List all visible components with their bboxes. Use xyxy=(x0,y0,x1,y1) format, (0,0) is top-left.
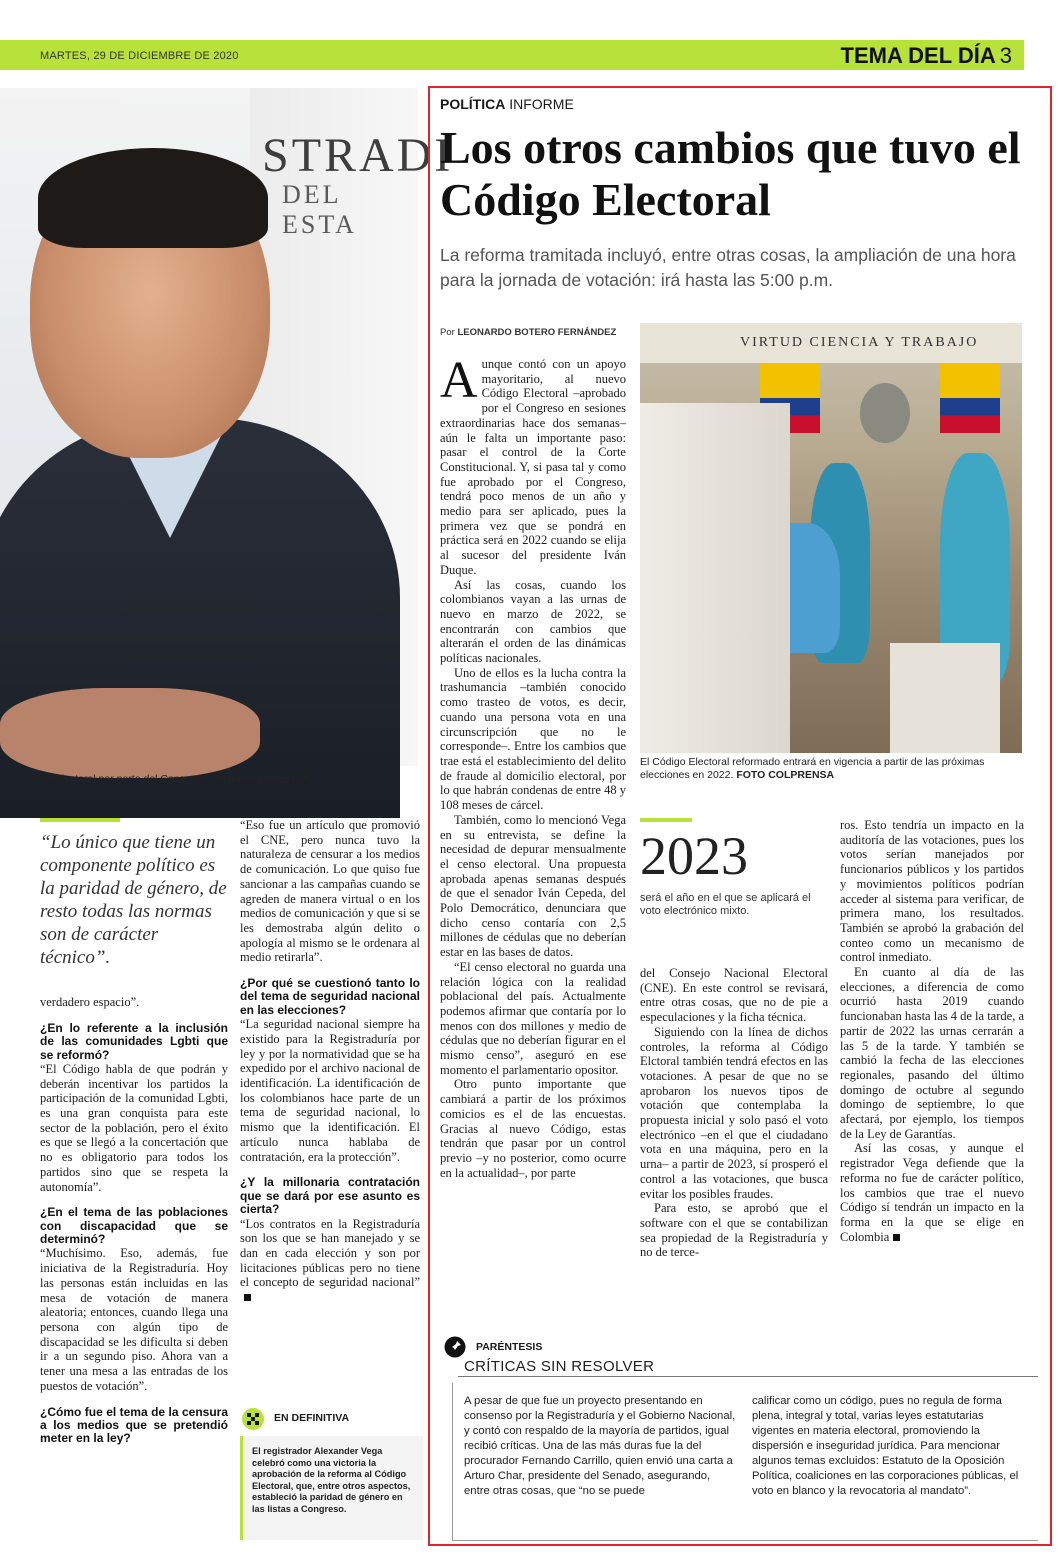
interview-question: ¿En el tema de las poblaciones con discapacidad que se determinó? xyxy=(40,1205,228,1247)
paragraph: del Consejo Nacional Electoral (CNE). En este control se revisará, entre otras cosas, que no de pie a especulaciones y la ficha técnica. xyxy=(640,966,828,1025)
caption-text: El Código Electoral reformado entrará en vigencia a partir de las próximas elecciones en 2022. xyxy=(640,756,985,781)
article-kicker xyxy=(440,96,574,112)
byline-prefix: Por xyxy=(440,327,455,338)
caption-credit: FOTO COLPRENSA xyxy=(736,769,835,781)
interview-answer: “Muchísimo. Eso, además, fue iniciativa de la Registraduría. Hoy las personas están incluidas en las mesa de votación de manera aleatoria; entonces, cuando llega una persona con algún tipo de discapacidad se les dificulta si deben ir a un segundo piso. Ahora van a tener una mesa a las entradas de los puestos de votación”. xyxy=(40,1246,228,1393)
paragraph: Uno de ellos es la lucha contra la trashumancia –también conocido como trasteo de votos, es decir, cuando una persona vota en una circunscripción que no le corresponde–. Entre los cambios que trae está el establecimiento del delito de fraude al domicilio electoral, por lo que habrán condenas de entre 48 y 108 meses de cárcel. xyxy=(440,665,626,813)
kicker-type: INFORME xyxy=(509,96,574,112)
paragraph: Siguiendo con la línea de dichos controles, la reforma al Código Elctoral también tendrá efectos en las votaciones. A pesar de que no se aprobaron los nuevos tipos de votación que contemplaba la propuesta inicial y solo pasó el voto electrónico –en el que el ciudadano vota en una máquina, pero en la urna– a partir de 2023, sí prosperó el control a las votaciones, que busca evitar los posibles fraudes. xyxy=(640,1024,828,1201)
paragraph: Para esto, se aprobó que el software con el que se contabilizan sea propiedad de la Registraduría y no de terce- xyxy=(640,1201,828,1260)
parentesis-title: PARÉNTESIS xyxy=(476,1341,543,1353)
photo-hair xyxy=(38,148,268,248)
paragraph: Así las cosas, y aunque el registrador Vega defiende que la reforma no fue de carácter político, los cambios que trae el nuevo Código sí tendrán un impacto en la forma en la que se elige en Colombia xyxy=(840,1141,1024,1244)
byline xyxy=(440,327,616,338)
paragraph: En cuanto al día de las elecciones, a diferencia de como ocurrió hasta 2019 cuando funcionaban hasta las 4 de la tarde, a partir de 2022 las urnas cerrarán a las 5 de la tarde. Y también se cambió la fecha de las elecciones regionales, pasando del último domingo de octubre al segundo domingo de septiembre, lo que afectará, por ejemplo, los tiempos de la Ley de Garantías. xyxy=(840,965,1024,1141)
quote-accent-rule xyxy=(40,818,120,822)
page-number: 3 xyxy=(999,43,1012,68)
section-label xyxy=(841,43,1012,69)
en-definitiva-title: EN DEFINITIVA xyxy=(274,1412,350,1424)
byline-name: LEONARDO BOTERO FERNÁNDEZ xyxy=(457,327,617,338)
interview-answer-last xyxy=(240,1217,420,1305)
interview-question: ¿Cómo fue el tema de la censura a los medios que se pretendió meter en la ley? xyxy=(40,1404,228,1446)
flag-right xyxy=(940,363,1000,433)
photo-hands xyxy=(0,688,260,778)
paragraph: Así las cosas, cuando los colombianos vayan a las urnas de nuevo en marzo de 2022, se encontrarán con cambios que alterarán el orden de las dinámicas políticas nacionales. xyxy=(440,577,626,666)
caption-credit: FOTO COLPRENSA xyxy=(211,773,310,785)
voting-photo xyxy=(640,323,1022,753)
photo2-caption xyxy=(640,756,1020,782)
interview-answer: “La seguridad nacional siempre ha existido para la Registraduría por ley y por la normatividad que se ha expedido por el archivo nacional de identificación. La identificación de los colombianos hace parte de un tema de seguridad nacional, lo mismo que la identificación. El artículo nunca hablaba de contratación, era la protección”. xyxy=(240,1017,420,1164)
checker-icon xyxy=(242,1408,264,1430)
paragraph: ros. Esto tendría un impacto en la auditoría de las votaciones, pues los votos serían manejados por funcionarios públicos y los partidos y movimientos políticos podrían acceder al sistema para verificar, de primera mano, los resultados. También se aprobó la grabación del conteo como un mecanismo de control inmediato. xyxy=(840,818,1024,965)
drop-cap: A xyxy=(440,352,478,409)
pushpin-icon xyxy=(444,1336,466,1358)
kicker-section: POLÍTICA xyxy=(440,96,506,112)
stat-text: será el año en el que se aplicará el voto electrónico mixto. xyxy=(640,892,811,917)
article-column-2 xyxy=(640,966,828,1260)
ballot-box xyxy=(890,643,1000,753)
end-mark xyxy=(244,1294,251,1301)
parentesis-subtitle: CRÍTICAS SIN RESOLVER xyxy=(464,1358,655,1375)
interview-answer: “Los contratos en la Registraduría son los que se han manejado y se dan en cada elección y son por licitaciones públicas pero no tiene el concepto de seguridad nacional” xyxy=(240,1216,420,1290)
wall-lettering-1: STRADI xyxy=(262,129,454,182)
parentesis-rule xyxy=(458,1376,1038,1377)
paragraph: unque contó con un apoyo mayoritario, al nuevo Código Electoral –aprobado por el Congreso en sesiones extraordinarias hace dos semanas– aún le falta un importante paso: pasar el control de la Corte Constitucional. Y, si pasa tal y como fue aprobado por el Congreso, tendrá poco menos de un año y medio para ser aplicado, pues la primera vez que se pondrá en práctica será en 2022 cuando se elija al sucesor del presidente Iván Duque. xyxy=(440,357,626,577)
paragraph-last xyxy=(840,1141,1024,1244)
section-name: TEMA DEL DÍA xyxy=(840,43,996,68)
interview-answer: verdadero espacio”. xyxy=(40,995,140,1009)
stat-accent-rule xyxy=(640,818,692,822)
pull-quote: “Lo único que tiene un componente político es la paridad de género, de resto todas las normas son de carácter técnico”. xyxy=(40,832,227,968)
caption-text: digo Electoral por parte del Congreso. xyxy=(32,773,209,785)
interview-column-a xyxy=(40,995,228,1446)
stat-number: 2023 xyxy=(640,826,748,886)
voting-booth xyxy=(640,403,790,753)
interview-column-b xyxy=(240,818,420,1305)
wall-lettering-2: DEL ESTA xyxy=(282,180,357,239)
photo-left-caption xyxy=(32,773,310,785)
article-column-1 xyxy=(440,352,626,1180)
article-column-3 xyxy=(840,818,1024,1244)
parentesis-column-1: A pesar de que fue un proyecto presentando en consenso por la Registraduría y el Gobierno Nacional, y contó con respaldo de la mayoría de partidos, igual recibió críticas. Una de las más duras fue la del procurador Fernando Carrillo, quien envió una carta a Arturo Char, presidente del Senado, asegurando, entre otras cosas, que “no se puede xyxy=(464,1395,736,1497)
paragraph: “El censo electoral no guarda una relación lógica con la realidad poblacional del país. Actualmente podemos afirmar que contaría por lo menos con dos millones y medio de cédulas que no deberían figurar en el mismo censo”, aseguró en ese momento el parlamentario opositor. xyxy=(440,959,626,1077)
interview-answer: “Eso fue un artículo que promovió el CNE, pero nunca tuvo la naturaleza de censurar a los medios de comunicación. Lo que quiso fue sancionar a las campañas cuando se agreden de manera virtual o en los medios de comunicación y que si se les demostraba algún delito o apología al mismo se le ordenara al medio retirarla”. xyxy=(240,818,420,965)
en-definitiva-text: El registrador Alexander Vega celebró como una victoria la aprobación de la reforma al Código Electoral, que, entre otros aspectos, estableció la paridad de género en las listas a Congreso. xyxy=(252,1446,411,1514)
interview-question: ¿En lo referente a la inclusión de las comunidades Lgbti que se reformó? xyxy=(40,1020,228,1062)
article-headline: Los otros cambios que tuvo el Código Electoral xyxy=(440,122,1021,225)
parentesis-column-2: calificar como un código, pues no regula de forma plena, integral y total, varias leyes estatutarias vigentes en materia electoral, promoviendo la dispersión e inseguridad jurídica. Para mencionar algunos temas excluidos: Estatuto de la Oposición Política, coaliciones en las corporaciones públicas, el voto en blanco y la revocatoria al mandato”. xyxy=(752,1395,1019,1497)
interview-question: ¿Por qué se cuestionó tanto lo del tema de seguridad nacional en las elecciones? xyxy=(240,976,420,1017)
mural-face xyxy=(860,383,910,443)
interview-answer: “El Código habla de que podrán y deberán incentivar los partidos la participación de la comunidad Lgbti, es una gran conquista para este sector de la población, pero el éxito es que se llegó a la concertación que no es obligatorio para todos los partidos sino que se respeta la autonomía”. xyxy=(40,1061,228,1194)
paragraph: Otro punto importante que cambiará a partir de los próximos comicios es el de las encuestas. Gracias al nuevo Código, estas tendrán que pasar por un control previo –y no posterior, como ocurre en la actualidad–, por parte xyxy=(440,1077,626,1180)
interview-question: ¿Y la millonaria contratación que se dará por ese asunto es cierta? xyxy=(240,1175,420,1217)
end-mark xyxy=(893,1234,900,1241)
paragraph: También, como lo mencionó Vega en su entrevista, se define la necesidad de depurar mensualmente el censo electoral. Una propuesta aprobada apenas semanas después de que el senador Iván Cepeda, del Polo Democrático, denunciara que dicho censo contaría con 2,5 millones de cédulas que no deberían estar en las bases de datos. xyxy=(440,812,626,960)
banner-text: VIRTUD CIENCIA Y TRABAJO xyxy=(740,335,979,350)
article-dek: La reforma tramitada incluyó, entre otras cosas, la ampliación de una hora para la jornada de votación: irá hasta las 5:00 p.m. xyxy=(440,245,1016,290)
top-bar xyxy=(0,40,1024,70)
issue-date: MARTES, 29 DE DICIEMBRE DE 2020 xyxy=(40,50,239,62)
